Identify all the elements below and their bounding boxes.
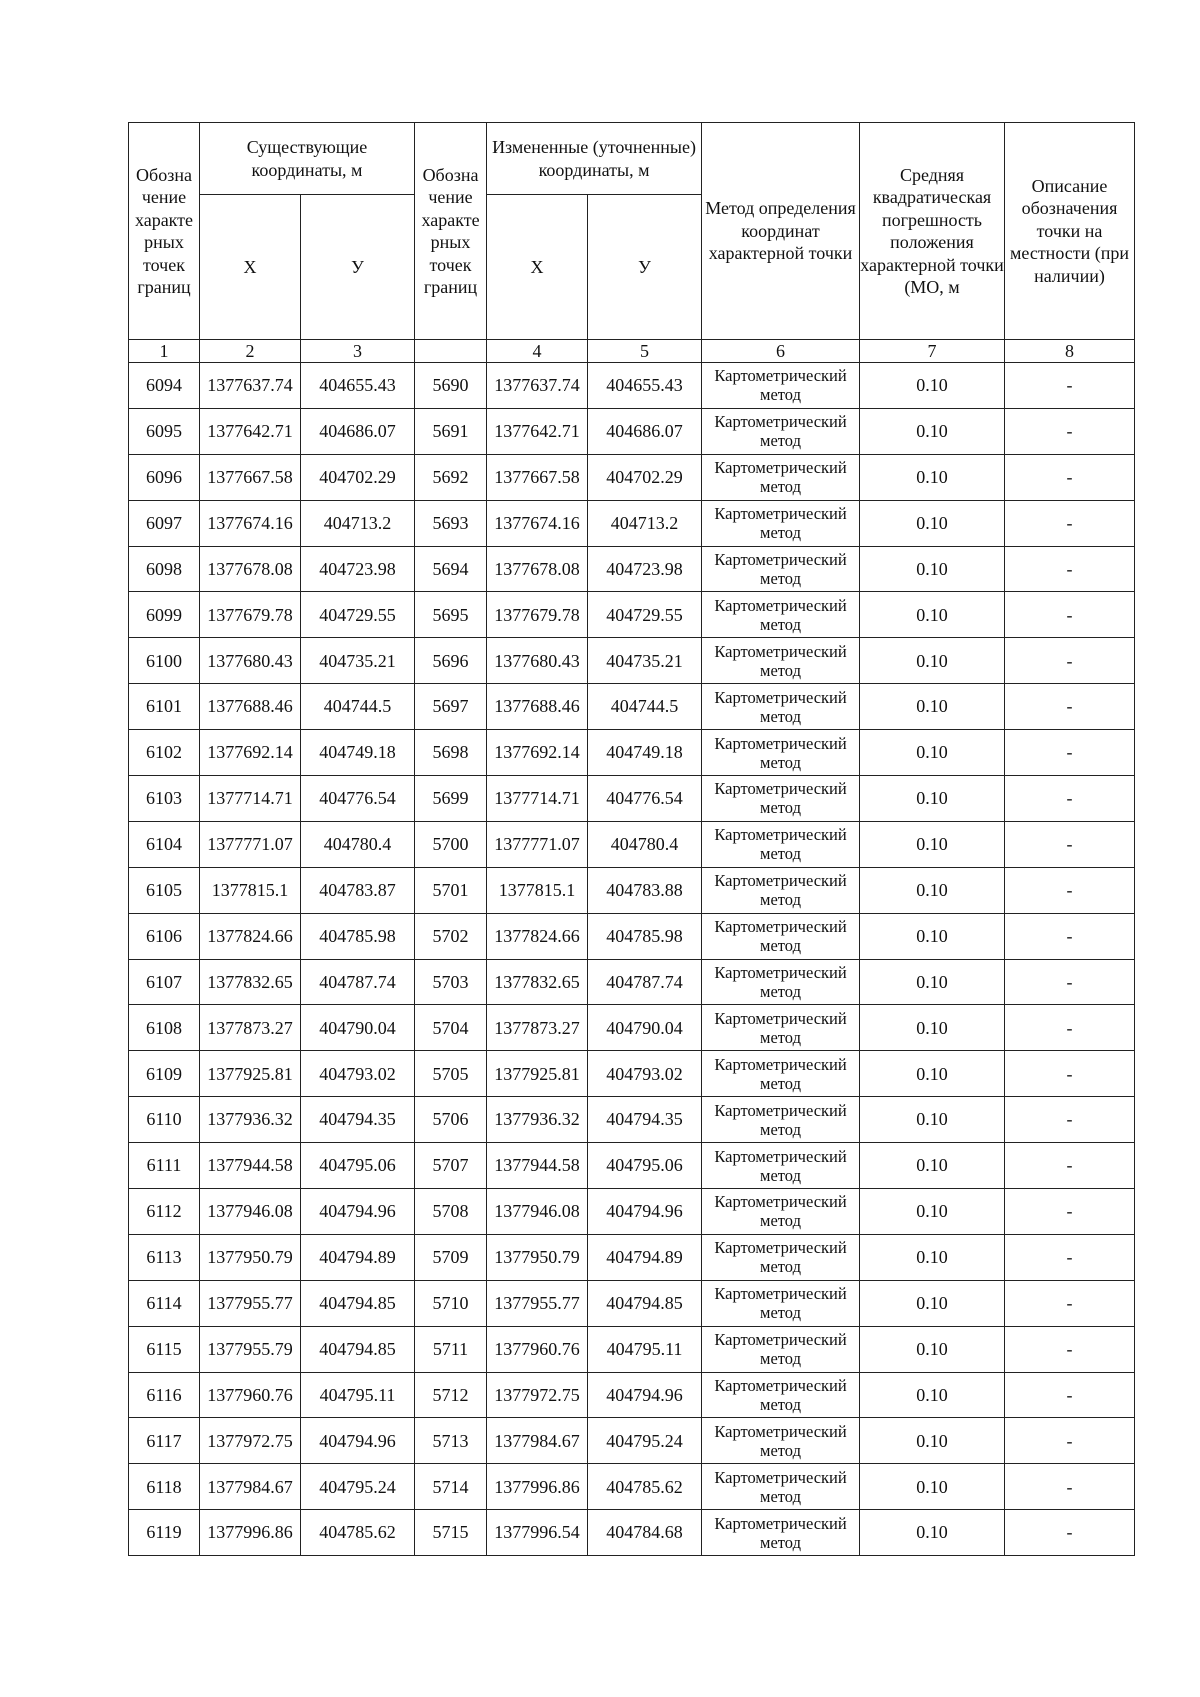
cell-point: 6097 xyxy=(129,500,200,546)
cell-new-point: 5709 xyxy=(415,1234,487,1280)
cell-x-existing: 1377946.08 xyxy=(200,1189,301,1235)
cell-mse: 0.10 xyxy=(860,959,1005,1005)
cell-y-changed: 404783.88 xyxy=(588,867,702,913)
cell-mse: 0.10 xyxy=(860,363,1005,409)
cell-method: Картометрический метод xyxy=(702,1280,860,1326)
cell-y-existing: 404686.07 xyxy=(301,408,415,454)
table-row xyxy=(129,867,1135,913)
table-row xyxy=(129,821,1135,867)
cell-description: - xyxy=(1005,1326,1135,1372)
cell-x-changed: 1377984.67 xyxy=(487,1418,588,1464)
table-row xyxy=(129,592,1135,638)
cell-x-changed: 1377972.75 xyxy=(487,1372,588,1418)
cell-y-existing: 404702.29 xyxy=(301,454,415,500)
cell-point: 6112 xyxy=(129,1189,200,1235)
cell-x-existing: 1377674.16 xyxy=(200,500,301,546)
cell-mse: 0.10 xyxy=(860,1051,1005,1097)
cell-new-point: 5713 xyxy=(415,1418,487,1464)
cell-x-existing: 1377771.07 xyxy=(200,821,301,867)
column-number: 3 xyxy=(301,340,415,363)
cell-method: Картометрический метод xyxy=(702,684,860,730)
cell-description: - xyxy=(1005,1280,1135,1326)
cell-method: Картометрический метод xyxy=(702,959,860,1005)
cell-y-changed: 404790.04 xyxy=(588,1005,702,1051)
cell-x-existing: 1377680.43 xyxy=(200,638,301,684)
cell-mse: 0.10 xyxy=(860,1143,1005,1189)
table-row xyxy=(129,1510,1135,1556)
cell-y-existing: 404776.54 xyxy=(301,776,415,822)
header-description: Описание обозначения точки на местности (при наличии) xyxy=(1005,123,1135,340)
cell-point: 6094 xyxy=(129,363,200,409)
cell-method: Картометрический метод xyxy=(702,638,860,684)
cell-x-changed: 1377824.66 xyxy=(487,913,588,959)
cell-new-point: 5701 xyxy=(415,867,487,913)
cell-point: 6100 xyxy=(129,638,200,684)
cell-description: - xyxy=(1005,500,1135,546)
table-row xyxy=(129,730,1135,776)
cell-method: Картометрический метод xyxy=(702,1097,860,1143)
cell-method: Картометрический метод xyxy=(702,1189,860,1235)
cell-y-existing: 404787.74 xyxy=(301,959,415,1005)
cell-x-changed: 1377832.65 xyxy=(487,959,588,1005)
table-row xyxy=(129,1005,1135,1051)
cell-y-changed: 404686.07 xyxy=(588,408,702,454)
column-number xyxy=(415,340,487,363)
cell-method: Картометрический метод xyxy=(702,913,860,959)
cell-mse: 0.10 xyxy=(860,1189,1005,1235)
table-row xyxy=(129,546,1135,592)
table-row xyxy=(129,1051,1135,1097)
cell-description: - xyxy=(1005,1005,1135,1051)
coordinates-document xyxy=(128,122,1134,1556)
cell-point: 6101 xyxy=(129,684,200,730)
cell-point: 6118 xyxy=(129,1464,200,1510)
cell-mse: 0.10 xyxy=(860,1234,1005,1280)
cell-mse: 0.10 xyxy=(860,408,1005,454)
column-number: 4 xyxy=(487,340,588,363)
cell-x-existing: 1377936.32 xyxy=(200,1097,301,1143)
cell-new-point: 5710 xyxy=(415,1280,487,1326)
column-number: 8 xyxy=(1005,340,1135,363)
cell-y-changed: 404795.24 xyxy=(588,1418,702,1464)
cell-y-existing: 404790.04 xyxy=(301,1005,415,1051)
cell-new-point: 5693 xyxy=(415,500,487,546)
cell-x-changed: 1377960.76 xyxy=(487,1326,588,1372)
column-number: 5 xyxy=(588,340,702,363)
cell-method: Картометрический метод xyxy=(702,1051,860,1097)
cell-x-existing: 1377815.1 xyxy=(200,867,301,913)
header-x-existing: Х xyxy=(200,195,301,340)
cell-mse: 0.10 xyxy=(860,1510,1005,1556)
cell-method: Картометрический метод xyxy=(702,867,860,913)
cell-y-existing: 404794.96 xyxy=(301,1418,415,1464)
header-point-designation: Обозна чение характе рных точек границ xyxy=(129,123,200,340)
cell-mse: 0.10 xyxy=(860,730,1005,776)
table-row xyxy=(129,1280,1135,1326)
column-number: 1 xyxy=(129,340,200,363)
cell-method: Картометрический метод xyxy=(702,1464,860,1510)
cell-mse: 0.10 xyxy=(860,1280,1005,1326)
cell-new-point: 5695 xyxy=(415,592,487,638)
cell-y-existing: 404749.18 xyxy=(301,730,415,776)
cell-y-existing: 404794.85 xyxy=(301,1326,415,1372)
cell-method: Картометрический метод xyxy=(702,1234,860,1280)
cell-point: 6117 xyxy=(129,1418,200,1464)
table-row xyxy=(129,500,1135,546)
cell-method: Картометрический метод xyxy=(702,1372,860,1418)
cell-description: - xyxy=(1005,730,1135,776)
cell-y-changed: 404794.96 xyxy=(588,1372,702,1418)
cell-new-point: 5708 xyxy=(415,1189,487,1235)
cell-y-existing: 404723.98 xyxy=(301,546,415,592)
cell-y-existing: 404794.96 xyxy=(301,1189,415,1235)
cell-y-changed: 404793.02 xyxy=(588,1051,702,1097)
cell-point: 6113 xyxy=(129,1234,200,1280)
cell-x-changed: 1377637.74 xyxy=(487,363,588,409)
cell-x-changed: 1377936.32 xyxy=(487,1097,588,1143)
cell-mse: 0.10 xyxy=(860,500,1005,546)
cell-y-existing: 404785.98 xyxy=(301,913,415,959)
cell-y-changed: 404794.89 xyxy=(588,1234,702,1280)
cell-point: 6116 xyxy=(129,1372,200,1418)
cell-mse: 0.10 xyxy=(860,1418,1005,1464)
cell-new-point: 5712 xyxy=(415,1372,487,1418)
cell-y-changed: 404794.85 xyxy=(588,1280,702,1326)
header-changed-coords: Измененные (уточненные) координаты, м xyxy=(487,123,702,195)
cell-description: - xyxy=(1005,867,1135,913)
cell-x-existing: 1377688.46 xyxy=(200,684,301,730)
cell-x-changed: 1377815.1 xyxy=(487,867,588,913)
cell-y-changed: 404795.11 xyxy=(588,1326,702,1372)
cell-x-changed: 1377955.77 xyxy=(487,1280,588,1326)
cell-new-point: 5692 xyxy=(415,454,487,500)
cell-description: - xyxy=(1005,1510,1135,1556)
table-row xyxy=(129,363,1135,409)
cell-x-changed: 1377674.16 xyxy=(487,500,588,546)
cell-new-point: 5698 xyxy=(415,730,487,776)
cell-method: Картометрический метод xyxy=(702,363,860,409)
cell-new-point: 5691 xyxy=(415,408,487,454)
table-row xyxy=(129,454,1135,500)
cell-point: 6106 xyxy=(129,913,200,959)
cell-mse: 0.10 xyxy=(860,454,1005,500)
table-row xyxy=(129,913,1135,959)
cell-y-changed: 404723.98 xyxy=(588,546,702,592)
cell-x-changed: 1377688.46 xyxy=(487,684,588,730)
cell-y-changed: 404785.98 xyxy=(588,913,702,959)
header-x-changed: Х xyxy=(487,195,588,340)
cell-description: - xyxy=(1005,1143,1135,1189)
cell-y-changed: 404776.54 xyxy=(588,776,702,822)
cell-method: Картометрический метод xyxy=(702,592,860,638)
table-row xyxy=(129,1464,1135,1510)
cell-y-existing: 404783.87 xyxy=(301,867,415,913)
cell-x-existing: 1377996.86 xyxy=(200,1510,301,1556)
coordinates-table xyxy=(128,122,1135,1556)
cell-mse: 0.10 xyxy=(860,592,1005,638)
header-y-existing: У xyxy=(301,195,415,340)
table-row xyxy=(129,959,1135,1005)
cell-x-existing: 1377692.14 xyxy=(200,730,301,776)
cell-y-existing: 404795.11 xyxy=(301,1372,415,1418)
cell-method: Картометрический метод xyxy=(702,1510,860,1556)
cell-point: 6103 xyxy=(129,776,200,822)
table-row xyxy=(129,776,1135,822)
header-method: Метод определения координат характерной точки xyxy=(702,123,860,340)
table-row xyxy=(129,1097,1135,1143)
cell-x-changed: 1377873.27 xyxy=(487,1005,588,1051)
cell-x-existing: 1377955.79 xyxy=(200,1326,301,1372)
cell-x-existing: 1377984.67 xyxy=(200,1464,301,1510)
cell-x-changed: 1377714.71 xyxy=(487,776,588,822)
cell-y-changed: 404795.06 xyxy=(588,1143,702,1189)
cell-description: - xyxy=(1005,1418,1135,1464)
cell-method: Картометрический метод xyxy=(702,408,860,454)
cell-method: Картометрический метод xyxy=(702,500,860,546)
cell-point: 6099 xyxy=(129,592,200,638)
cell-point: 6105 xyxy=(129,867,200,913)
cell-description: - xyxy=(1005,408,1135,454)
table-row xyxy=(129,638,1135,684)
cell-description: - xyxy=(1005,1464,1135,1510)
table-row xyxy=(129,1234,1135,1280)
cell-x-existing: 1377925.81 xyxy=(200,1051,301,1097)
cell-mse: 0.10 xyxy=(860,1464,1005,1510)
cell-y-existing: 404795.06 xyxy=(301,1143,415,1189)
cell-description: - xyxy=(1005,684,1135,730)
cell-y-existing: 404655.43 xyxy=(301,363,415,409)
cell-y-changed: 404744.5 xyxy=(588,684,702,730)
cell-description: - xyxy=(1005,1372,1135,1418)
cell-y-changed: 404780.4 xyxy=(588,821,702,867)
cell-new-point: 5700 xyxy=(415,821,487,867)
cell-method: Картометрический метод xyxy=(702,821,860,867)
table-row xyxy=(129,1143,1135,1189)
cell-method: Картометрический метод xyxy=(702,454,860,500)
cell-y-existing: 404794.89 xyxy=(301,1234,415,1280)
column-number: 7 xyxy=(860,340,1005,363)
cell-y-existing: 404794.35 xyxy=(301,1097,415,1143)
cell-point: 6119 xyxy=(129,1510,200,1556)
cell-x-existing: 1377950.79 xyxy=(200,1234,301,1280)
cell-x-changed: 1377944.58 xyxy=(487,1143,588,1189)
cell-x-changed: 1377692.14 xyxy=(487,730,588,776)
cell-point: 6111 xyxy=(129,1143,200,1189)
cell-y-changed: 404729.55 xyxy=(588,592,702,638)
cell-description: - xyxy=(1005,959,1135,1005)
cell-new-point: 5711 xyxy=(415,1326,487,1372)
cell-description: - xyxy=(1005,776,1135,822)
cell-method: Картометрический метод xyxy=(702,730,860,776)
column-number: 6 xyxy=(702,340,860,363)
cell-mse: 0.10 xyxy=(860,1005,1005,1051)
table-row xyxy=(129,1372,1135,1418)
cell-x-existing: 1377873.27 xyxy=(200,1005,301,1051)
cell-y-existing: 404713.2 xyxy=(301,500,415,546)
cell-new-point: 5697 xyxy=(415,684,487,730)
cell-mse: 0.10 xyxy=(860,776,1005,822)
cell-y-changed: 404702.29 xyxy=(588,454,702,500)
cell-point: 6095 xyxy=(129,408,200,454)
cell-y-existing: 404794.85 xyxy=(301,1280,415,1326)
cell-x-changed: 1377925.81 xyxy=(487,1051,588,1097)
cell-point: 6104 xyxy=(129,821,200,867)
cell-mse: 0.10 xyxy=(860,1326,1005,1372)
cell-point: 6108 xyxy=(129,1005,200,1051)
cell-y-changed: 404785.62 xyxy=(588,1464,702,1510)
table-row xyxy=(129,1418,1135,1464)
cell-y-existing: 404793.02 xyxy=(301,1051,415,1097)
cell-point: 6114 xyxy=(129,1280,200,1326)
cell-mse: 0.10 xyxy=(860,638,1005,684)
cell-y-changed: 404787.74 xyxy=(588,959,702,1005)
cell-mse: 0.10 xyxy=(860,913,1005,959)
cell-mse: 0.10 xyxy=(860,546,1005,592)
cell-y-existing: 404729.55 xyxy=(301,592,415,638)
cell-x-existing: 1377642.71 xyxy=(200,408,301,454)
cell-point: 6102 xyxy=(129,730,200,776)
cell-description: - xyxy=(1005,363,1135,409)
cell-new-point: 5707 xyxy=(415,1143,487,1189)
cell-new-point: 5704 xyxy=(415,1005,487,1051)
cell-new-point: 5714 xyxy=(415,1464,487,1510)
cell-mse: 0.10 xyxy=(860,1097,1005,1143)
cell-y-changed: 404735.21 xyxy=(588,638,702,684)
cell-x-existing: 1377678.08 xyxy=(200,546,301,592)
cell-description: - xyxy=(1005,546,1135,592)
cell-description: - xyxy=(1005,592,1135,638)
cell-mse: 0.10 xyxy=(860,1372,1005,1418)
cell-x-existing: 1377832.65 xyxy=(200,959,301,1005)
cell-description: - xyxy=(1005,1189,1135,1235)
cell-method: Картометрический метод xyxy=(702,546,860,592)
header-y-changed: У xyxy=(588,195,702,340)
cell-x-existing: 1377679.78 xyxy=(200,592,301,638)
table-row xyxy=(129,684,1135,730)
cell-description: - xyxy=(1005,638,1135,684)
cell-y-changed: 404784.68 xyxy=(588,1510,702,1556)
cell-x-existing: 1377637.74 xyxy=(200,363,301,409)
cell-mse: 0.10 xyxy=(860,867,1005,913)
cell-method: Картометрический метод xyxy=(702,1326,860,1372)
cell-x-changed: 1377771.07 xyxy=(487,821,588,867)
cell-x-changed: 1377642.71 xyxy=(487,408,588,454)
cell-y-changed: 404713.2 xyxy=(588,500,702,546)
cell-y-existing: 404780.4 xyxy=(301,821,415,867)
cell-x-changed: 1377996.86 xyxy=(487,1464,588,1510)
cell-point: 6107 xyxy=(129,959,200,1005)
header-existing-coords: Существующие координаты, м xyxy=(200,123,415,195)
cell-new-point: 5702 xyxy=(415,913,487,959)
cell-method: Картометрический метод xyxy=(702,1418,860,1464)
cell-x-existing: 1377667.58 xyxy=(200,454,301,500)
cell-method: Картометрический метод xyxy=(702,1143,860,1189)
table-row xyxy=(129,1189,1135,1235)
cell-point: 6109 xyxy=(129,1051,200,1097)
cell-y-existing: 404795.24 xyxy=(301,1464,415,1510)
cell-x-existing: 1377972.75 xyxy=(200,1418,301,1464)
header-new-point-designation: Обозна чение характе рных точек границ xyxy=(415,123,487,340)
cell-x-existing: 1377955.77 xyxy=(200,1280,301,1326)
cell-y-existing: 404785.62 xyxy=(301,1510,415,1556)
cell-x-changed: 1377680.43 xyxy=(487,638,588,684)
cell-y-existing: 404744.5 xyxy=(301,684,415,730)
cell-x-changed: 1377996.54 xyxy=(487,1510,588,1556)
cell-y-changed: 404794.35 xyxy=(588,1097,702,1143)
cell-description: - xyxy=(1005,454,1135,500)
column-number: 2 xyxy=(200,340,301,363)
cell-x-changed: 1377678.08 xyxy=(487,546,588,592)
cell-point: 6110 xyxy=(129,1097,200,1143)
cell-mse: 0.10 xyxy=(860,684,1005,730)
table-body xyxy=(129,363,1135,1556)
cell-point: 6096 xyxy=(129,454,200,500)
cell-description: - xyxy=(1005,1097,1135,1143)
cell-x-changed: 1377667.58 xyxy=(487,454,588,500)
cell-new-point: 5703 xyxy=(415,959,487,1005)
table-row xyxy=(129,408,1135,454)
cell-new-point: 5706 xyxy=(415,1097,487,1143)
cell-x-changed: 1377950.79 xyxy=(487,1234,588,1280)
column-number-row xyxy=(129,340,1135,363)
cell-method: Картометрический метод xyxy=(702,776,860,822)
cell-new-point: 5690 xyxy=(415,363,487,409)
cell-new-point: 5715 xyxy=(415,1510,487,1556)
cell-description: - xyxy=(1005,821,1135,867)
cell-new-point: 5694 xyxy=(415,546,487,592)
header-mse: Средняя квадратическая погрешность положения характерной точки (МО, м xyxy=(860,123,1005,340)
cell-y-changed: 404794.96 xyxy=(588,1189,702,1235)
cell-x-changed: 1377679.78 xyxy=(487,592,588,638)
cell-point: 6098 xyxy=(129,546,200,592)
cell-new-point: 5699 xyxy=(415,776,487,822)
cell-point: 6115 xyxy=(129,1326,200,1372)
cell-description: - xyxy=(1005,1051,1135,1097)
cell-description: - xyxy=(1005,913,1135,959)
cell-x-existing: 1377944.58 xyxy=(200,1143,301,1189)
cell-x-existing: 1377714.71 xyxy=(200,776,301,822)
cell-x-changed: 1377946.08 xyxy=(487,1189,588,1235)
table-row xyxy=(129,1326,1135,1372)
cell-new-point: 5696 xyxy=(415,638,487,684)
cell-mse: 0.10 xyxy=(860,821,1005,867)
cell-method: Картометрический метод xyxy=(702,1005,860,1051)
cell-description: - xyxy=(1005,1234,1135,1280)
cell-x-existing: 1377824.66 xyxy=(200,913,301,959)
cell-y-changed: 404655.43 xyxy=(588,363,702,409)
cell-x-existing: 1377960.76 xyxy=(200,1372,301,1418)
cell-new-point: 5705 xyxy=(415,1051,487,1097)
cell-y-existing: 404735.21 xyxy=(301,638,415,684)
cell-y-changed: 404749.18 xyxy=(588,730,702,776)
